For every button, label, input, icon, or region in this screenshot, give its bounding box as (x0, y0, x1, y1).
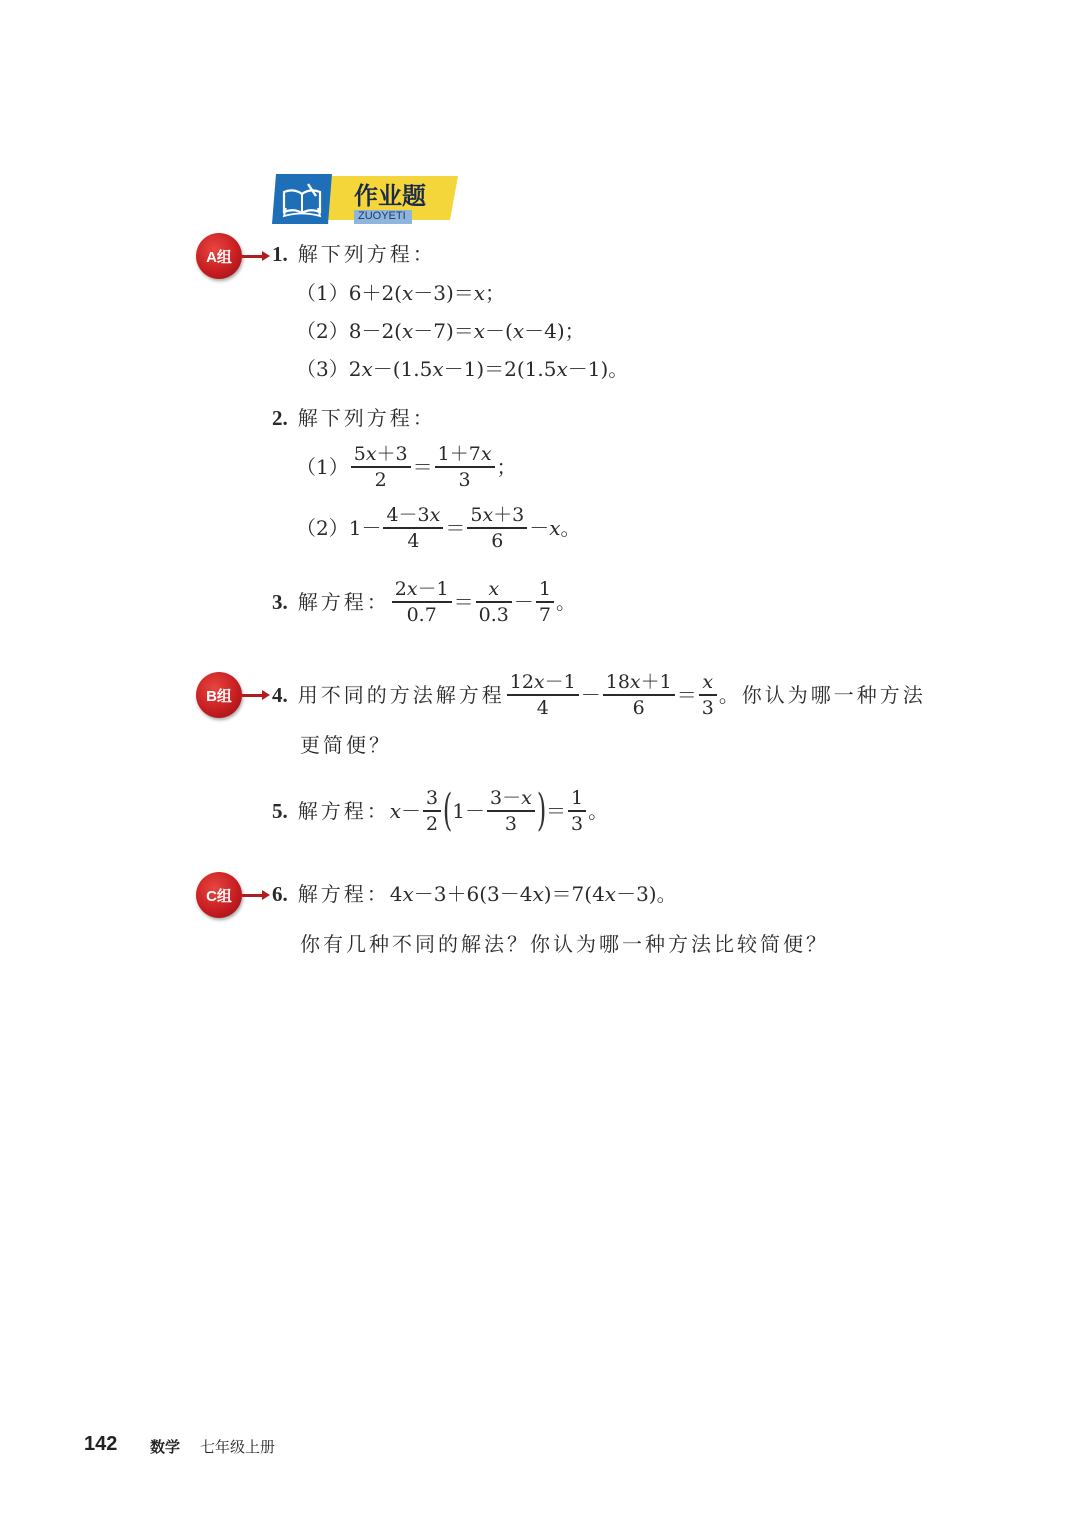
footer-grade: 七年级上册 (200, 1438, 276, 1456)
minus-sign: － (580, 682, 601, 707)
part-label: （2） (296, 515, 349, 540)
punctuation: 。 (555, 589, 576, 614)
punctuation: ； (496, 454, 517, 479)
expression: 4𝑥－3＋6(3－4𝑥)＝7(4𝑥－3)。 (389, 882, 677, 906)
group-c-arrow (242, 894, 264, 897)
question-prompt: 解方程： (297, 798, 390, 823)
q2-part-2 (296, 503, 581, 553)
question-tail: 。你认为哪一种方法 (718, 682, 926, 707)
question-prompt: 解下列方程： (297, 406, 436, 430)
fraction: $\frac{\text{1＋7𝑥}}{3}$ (435, 442, 495, 492)
group-a-arrow (242, 255, 264, 258)
question-6 (272, 881, 677, 907)
question-number: 4. (272, 682, 288, 707)
group-b-arrow (242, 694, 264, 697)
fraction: $\frac{1}{7}$ (536, 577, 554, 627)
minus-sign: － (513, 589, 534, 614)
group-b-badge: B组 (196, 672, 242, 718)
question-5 (272, 786, 608, 836)
right-paren: ) (536, 784, 547, 836)
question-2 (272, 405, 436, 431)
question-number: 5. (272, 798, 288, 823)
expression: 1－ (348, 515, 382, 540)
question-number: 1. (272, 242, 288, 266)
fraction: $\frac{1}{3}$ (568, 786, 586, 836)
q1-item-3: （3）2𝑥－(1.5𝑥－1)＝2(1.5𝑥－1)。 (296, 357, 629, 381)
question-prompt: 解下列方程： (297, 242, 436, 266)
part-label: （1） (296, 454, 349, 479)
footer-subject: 数学 (150, 1438, 181, 1456)
fraction: $\frac{\text{5𝑥＋3}}{6}$ (467, 503, 527, 553)
fraction: $\frac{\text{𝑥}}{3}$ (699, 670, 717, 720)
equals-sign: ＝ (453, 589, 474, 614)
question-prompt: 解方程： (297, 589, 390, 614)
equals-sign: ＝ (676, 682, 697, 707)
q2-part-1 (296, 442, 517, 492)
open-book-pencil-icon (278, 178, 326, 224)
fraction: $\frac{\text{𝑥}}{0.3}$ (476, 577, 512, 627)
expression: －𝑥。 (529, 515, 581, 540)
left-paren: ( (442, 784, 453, 836)
question-4-continued: 更简便？ (300, 733, 392, 757)
question-1 (272, 241, 436, 267)
question-number: 2. (272, 406, 288, 430)
question-4 (272, 670, 926, 720)
section-title: 作业题 (354, 182, 426, 210)
group-a-badge: A组 (196, 233, 242, 279)
question-number: 3. (272, 589, 288, 614)
fraction: $\frac{\text{18𝑥＋1}}{6}$ (603, 670, 675, 720)
fraction: $\frac{\text{5𝑥＋3}}{2}$ (351, 442, 411, 492)
q1-item-1: （1）6＋2(𝑥－3)＝𝑥； (296, 281, 506, 305)
fraction: $\frac{3}{2}$ (423, 786, 441, 836)
punctuation: 。 (588, 798, 609, 823)
section-subtitle: ZUOYETI (358, 210, 406, 222)
question-6-continued: 你有几种不同的解法？你认为哪一种方法比较简便？ (300, 932, 829, 956)
equals-sign: ＝ (445, 515, 466, 540)
expression: 1－ (452, 798, 486, 823)
group-c-badge: C组 (196, 872, 242, 918)
question-number: 6. (272, 882, 288, 906)
fraction: $\frac{\text{3－𝑥}}{3}$ (487, 786, 535, 836)
fraction: $\frac{\text{2𝑥－1}}{0.7}$ (392, 577, 452, 627)
equals-sign: ＝ (546, 798, 567, 823)
expression: 𝑥－ (389, 798, 422, 823)
q1-item-2: （2）8－2(𝑥－7)＝𝑥－(𝑥－4)； (296, 319, 585, 343)
fraction: $\frac{\text{4－3𝑥}}{4}$ (383, 503, 443, 553)
page-number: 142 (84, 1433, 118, 1455)
equals-sign: ＝ (412, 454, 433, 479)
section-header (270, 172, 462, 228)
question-prompt: 解方程： (297, 882, 390, 906)
question-prompt: 用不同的方法解方程 (297, 682, 505, 707)
question-3 (272, 577, 576, 627)
fraction: $\frac{\text{12𝑥－1}}{4}$ (507, 670, 579, 720)
